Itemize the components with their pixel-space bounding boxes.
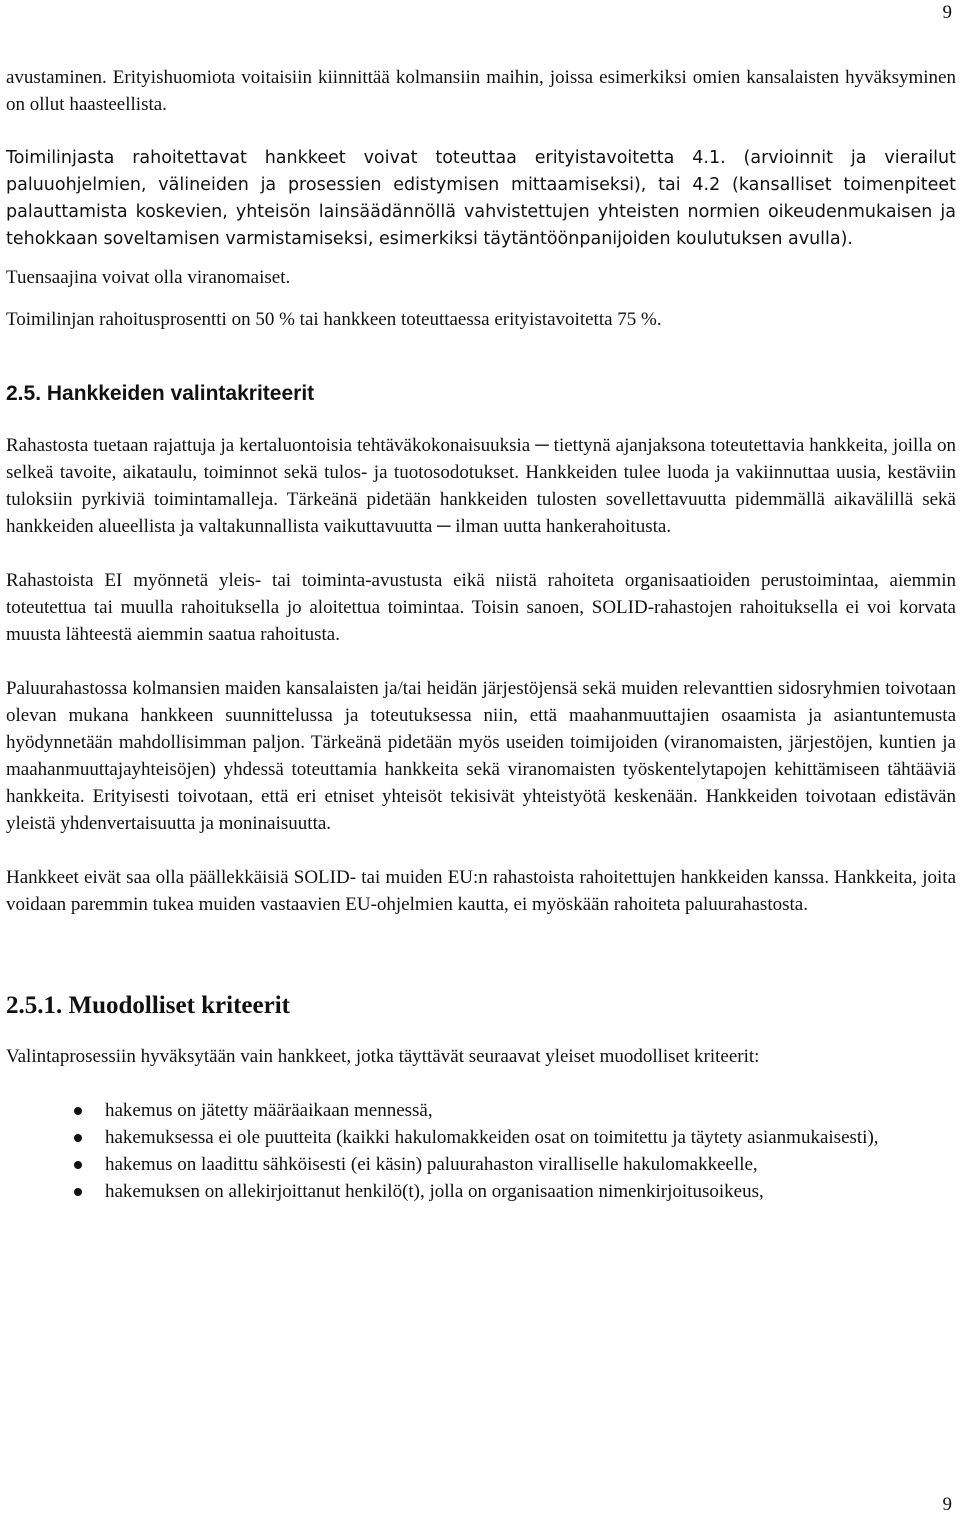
- section-heading-2-5: 2.5. Hankkeiden valintakriteerit: [6, 382, 315, 405]
- paragraph-section-2-5-2: Rahastoista EI myönnetä yleis- tai toiminta-avustusta eikä niistä rahoiteta organisaatioiden perustoimintaa, aiemmin toteutettua tai muulla rahoituksella jo aloitettua toimintaa. Toisin sanoen, SOLID-rahastojen rahoituksella ei voi korvata muusta lähteestä aiemmin saatua rahoitusta.: [6, 570, 956, 645]
- list-item: [6, 1178, 956, 1205]
- paragraph-intro-4: Toimilinjan rahoitusprosentti on 50 % tai hankkeen toteuttaessa erityistavoitetta 75 %.: [6, 309, 662, 330]
- bullet-icon: [74, 1134, 82, 1142]
- list-item-text: hakemuksessa ei ole puutteita (kaikki hakulomakkeiden osat on toimitettu ja täytety asianmukaisesti),: [105, 1127, 879, 1148]
- paragraph-intro-3: Tuensaajina voivat olla viranomaiset.: [6, 267, 291, 288]
- bullet-icon: [74, 1107, 82, 1115]
- paragraph-section-2-5-3: Paluurahastossa kolmansien maiden kansalaisten ja/tai heidän järjestöjensä sekä muiden relevanttien sidosryhmien toivotaan olevan mukana hankkeen suunnittelussa ja toteutuksessa niin, että maahanmuuttajien osaamista ja asiantuntemusta hyödynnetään mahdollisimman paljon. Tärkeänä pidetään myös useiden toimijoiden (viranomaisten, järjestöjen, kuntien ja maahanmuuttajayhteisöjen) yhdessä toteuttamia hankkeita sekä viranomaisten työskentelytapojen kehittämiseen tähtääviä hankkeita. Erityisesti toivotaan, että eri etniset yhteisöt tekisivät yhteistyötä keskenään. Hankkeiden toivotaan edistävän yleistä yhdenvertaisuutta ja moninaisuutta.: [6, 678, 956, 834]
- list-item: [6, 1151, 956, 1178]
- paragraph-intro-2: Toimilinjasta rahoitettavat hankkeet voivat toteuttaa erityistavoitetta 4.1. (arvioinnit ja vierailut paluuohjelmien, välineiden ja prosessien edistymisen mittaamiseksi), tai 4.2 (kansalliset toimenpiteet palauttamista koskevien, yhteisön lainsäädännöllä vahvistettujen yhteisten normien oikeudenmukaisen ja tehokkaan soveltamisen varmistamiseksi, esimerkiksi täytäntöönpanijoiden koulutuksen avulla).: [6, 148, 956, 249]
- page-number-top: 9: [942, 2, 952, 23]
- criteria-list: [6, 1097, 956, 1205]
- section-heading-2-5-1: 2.5.1. Muodolliset kriteerit: [6, 992, 290, 1019]
- paragraph-section-2-5-4: Hankkeet eivät saa olla päällekkäisiä SOLID- tai muiden EU:n rahastoista rahoitettujen hankkeiden kanssa. Hankkeita, joita voidaan paremmin tukea muiden vastaavien EU-ohjelmien kautta, ei myöskään rahoiteta paluurahastosta.: [6, 867, 956, 915]
- paragraph-intro-1: avustaminen. Erityishuomiota voitaisiin kiinnittää kolmansiin maihin, joissa esimerkiksi omien kansalaisten hyväksyminen on ollut haasteellista.: [6, 67, 956, 115]
- paragraph-section-2-5-1: Rahastosta tuetaan rajattuja ja kertaluontoisia tehtäväkokonaisuuksia ─ tiettynä ajanjaksona toteutettavia hankkeita, joilla on selkeä tavoite, aikataulu, toiminnot sekä tulos- ja tuotosodotukset. Hankkeiden tulee luoda ja vakiinnuttaa uusia, kestäviin tuloksiin pyrkiviä toimintamalleja. Tärkeänä pidetään hankkeiden tulosten sovellettavuutta pidemmällä aikavälillä sekä hankkeiden alueellista ja valtakunnallista vaikuttavuutta ─ ilman uutta hankerahoitusta.: [6, 435, 956, 537]
- page-number-bottom: 9: [942, 1494, 952, 1515]
- list-item-text: hakemus on jätetty määräaikaan mennessä,: [105, 1100, 433, 1121]
- bullet-icon: [74, 1161, 82, 1169]
- paragraph-section-2-5-1-intro: Valintaprosessiin hyväksytään vain hankkeet, jotka täyttävät seuraavat yleiset muodolliset kriteerit:: [6, 1046, 760, 1067]
- list-item: [6, 1124, 956, 1151]
- bullet-icon: [74, 1188, 82, 1196]
- list-item: [6, 1097, 956, 1124]
- list-item-text: hakemuksen on allekirjoittanut henkilö(t), jolla on organisaation nimenkirjoitusoikeus,: [105, 1181, 764, 1202]
- document-body: [6, 64, 956, 1205]
- list-item-text: hakemus on laadittu sähköisesti (ei käsin) paluurahaston viralliselle hakulomakkeelle,: [105, 1154, 758, 1175]
